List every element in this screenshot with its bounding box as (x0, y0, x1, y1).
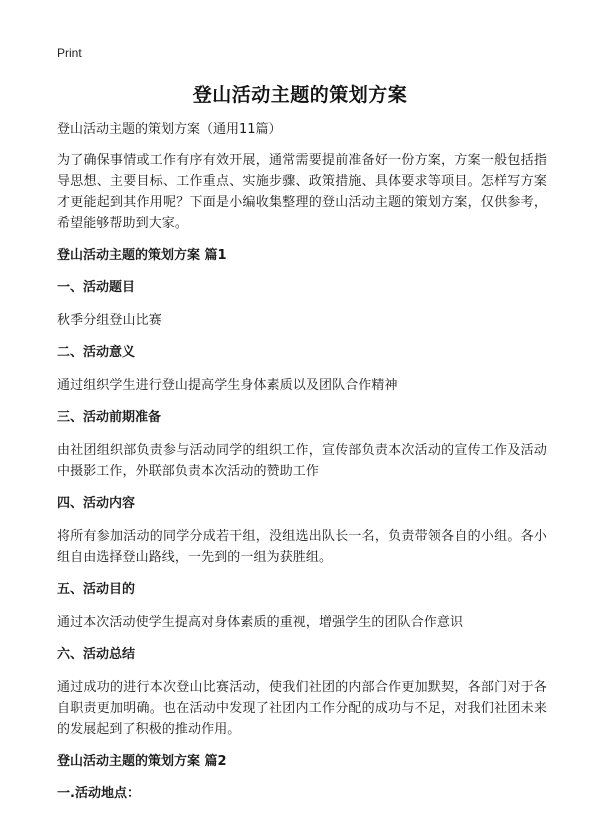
document-subtitle: 登山活动主题的策划方案（通用11篇） (57, 122, 282, 137)
section-body: 将所有参加活动的同学分成若干组，没组选出队长一名，负责带领各自的小组。各小组自由选择登山路线，一先到的一组为获胜组。 (57, 529, 547, 565)
section-body: 秋季分组登山比赛 (57, 313, 162, 328)
print-label: Print (57, 46, 82, 60)
part-title: 登山活动主题的策划方案 篇2 (57, 754, 227, 769)
section-heading: 三、活动前期准备 (57, 410, 162, 425)
section-heading: 一、活动题目 (57, 280, 136, 295)
section-body: 由社团组织部负责参与活动同学的组织工作，宣传部负责本次活动的宣传工作及活动中摄影工作，外联部负责本次活动的赞助工作 (57, 443, 547, 479)
intro-paragraph: 为了确保事情或工作有序有效开展，通常需要提前准备好一份方案，方案一般包括指导思想、主要目标、工作重点、实施步骤、政策措施、具体要求等项目。怎样写方案才更能起到其作用呢？下面是小编收集整理的登山活动主题的策划方案，仅供参考，希望能够帮助到大家。 (57, 153, 547, 231)
section-body: 通过成功的进行本次登山比赛活动，使我们社团的内部合作更加默契，各部门对于各自职责更加明确。也在活动中发现了社团内工作分配的成功与不足，对我们社团未来的发展起到了积极的推动作用。 (57, 680, 547, 737)
page-title: 登山活动主题的策划方案 (192, 84, 408, 106)
section-body: 通过组织学生进行登山提高学生身体素质以及团队合作精神 (57, 378, 398, 393)
part-title: 登山活动主题的策划方案 篇1 (57, 248, 227, 263)
section-heading: 二、活动意义 (57, 345, 136, 360)
section-body: 通过本次活动使学生提高对身体素质的重视，增强学生的团队合作意识 (57, 615, 464, 630)
section-heading: 一.活动地点： (57, 786, 140, 801)
document-body (57, 120, 547, 816)
section-heading: 五、活动目的 (57, 582, 136, 597)
section-heading: 六、活动总结 (57, 647, 136, 662)
section-heading: 四、活动内容 (57, 496, 136, 511)
